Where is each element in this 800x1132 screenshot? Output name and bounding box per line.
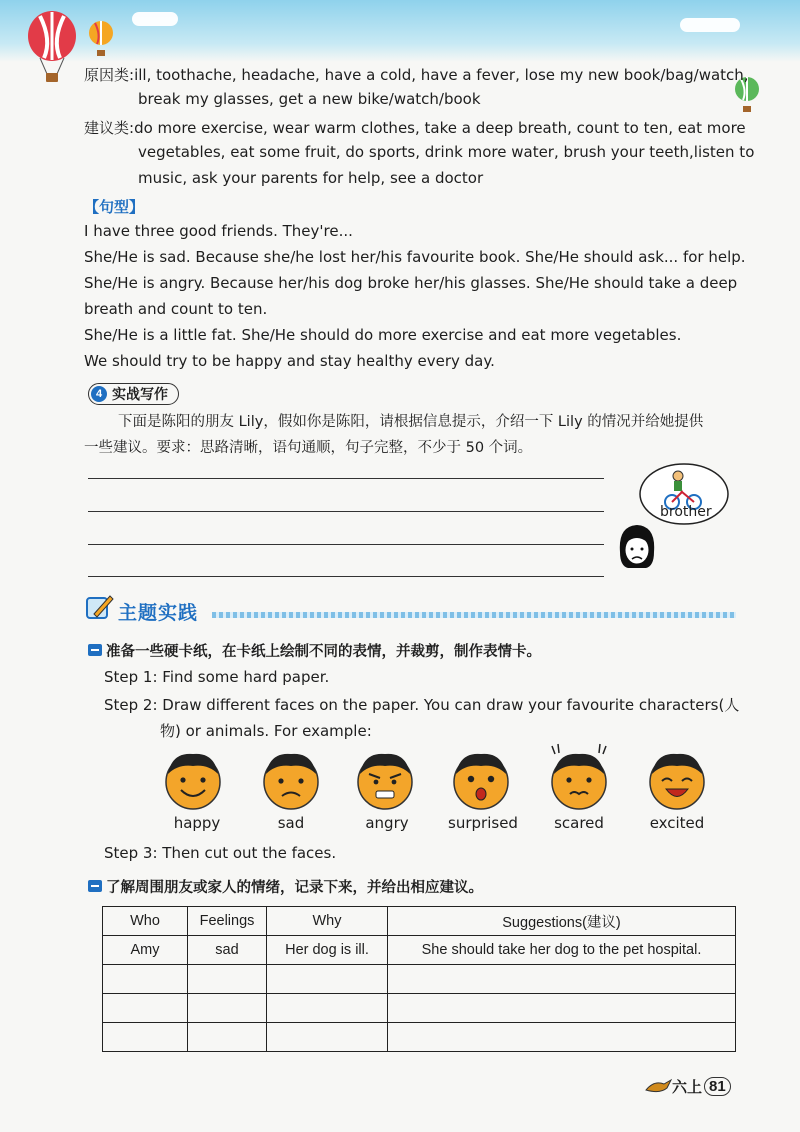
writing-prompt-line-1: 下面是陈阳的朋友 Lily，假如你是陈阳，请根据信息提示，介绍一下 Lily 的情况并给她提供	[118, 414, 704, 430]
face-caption-happy: happy	[173, 814, 221, 832]
table-cell-empty[interactable]	[103, 994, 188, 1023]
bird-icon	[644, 1076, 672, 1096]
column-header-who: Who	[103, 907, 188, 936]
column-header-why: Why	[267, 907, 388, 936]
face-caption-scared: scared	[554, 814, 604, 832]
writing-section-badge	[88, 383, 179, 405]
face-caption-angry: angry	[365, 814, 409, 832]
suggestions-line-3: music, ask your parents for help, see a doctor	[138, 169, 484, 187]
table-cell: Amy	[103, 936, 188, 965]
face-caption-surprised: surprised	[448, 814, 518, 832]
column-header-suggestions: Suggestions(建议)	[388, 907, 736, 936]
table-cell-empty[interactable]	[388, 994, 736, 1023]
table-cell: Her dog is ill.	[267, 936, 388, 965]
step-two-text-line-2: 物) or animals. For example:	[160, 722, 372, 740]
header-sky-banner	[0, 0, 800, 62]
scared-face-icon	[546, 742, 612, 812]
reasons-label: 原因类:	[84, 66, 135, 84]
table-cell: She should take her dog to the pet hospital.	[388, 936, 736, 965]
hot-air-balloon-icon	[26, 10, 78, 86]
writing-answer-line[interactable]	[88, 544, 604, 545]
pattern-line-5: She/He is a little fat. She/He should do more exercise and eat more vegetables.	[84, 326, 682, 344]
table-header-row	[103, 907, 736, 936]
suggestions-label: 建议类:	[84, 119, 135, 137]
table-cell-empty[interactable]	[188, 965, 267, 994]
table-cell-empty[interactable]	[188, 1023, 267, 1052]
pattern-line-2: She/He is sad. Because she/he lost her/his favourite book. She/He should ask... for help.	[84, 248, 746, 266]
step-three-text: Step 3: Then cut out the faces.	[104, 844, 337, 862]
excited-face-icon	[644, 748, 710, 812]
suggestions-text: do more exercise, wear warm clothes, take a deep breath, count to ten, eat more	[134, 119, 746, 137]
writing-prompt-line-2: 一些建议。要求：思路清晰，语句通顺，句子完整，不少于 50 个词。	[84, 440, 533, 456]
cloud-decoration	[680, 18, 740, 32]
table-cell-empty[interactable]	[103, 1023, 188, 1052]
pencil-notebook-icon	[84, 592, 114, 622]
writing-section-title: 实战写作	[112, 387, 168, 403]
table-row	[103, 936, 736, 965]
suggestions-line-1	[84, 117, 746, 138]
reasons-text: ill, toothache, headache, have a cold, have a fever, lose my new book/bag/watch,	[134, 66, 749, 84]
pattern-line-4: breath and count to ten.	[84, 300, 268, 318]
hot-air-balloon-icon	[88, 20, 114, 58]
table-row	[103, 994, 736, 1023]
theme-title-underline	[212, 612, 736, 618]
table-cell-empty[interactable]	[267, 965, 388, 994]
writing-answer-line[interactable]	[88, 478, 604, 479]
task-one-instruction: 准备一些硬卡纸，在卡纸上绘制不同的表情，并裁剪，制作表情卡。	[106, 644, 541, 660]
sentence-patterns-heading: 【句型】	[84, 198, 145, 216]
suggestions-line-2: vegetables, eat some fruit, do sports, drink more water, brush your teeth,listen to	[138, 143, 755, 161]
writing-answer-line[interactable]	[88, 511, 604, 512]
bubble-caption: brother	[660, 504, 712, 520]
angry-face-icon	[352, 748, 418, 812]
reasons-line-1	[84, 64, 749, 85]
task-two-icon	[88, 880, 102, 892]
cloud-decoration	[132, 12, 178, 26]
face-caption-sad: sad	[277, 814, 305, 832]
table-cell-empty[interactable]	[267, 994, 388, 1023]
page-number-value: 81	[704, 1077, 731, 1096]
column-header-feelings: Feelings	[188, 907, 267, 936]
table-cell: sad	[188, 936, 267, 965]
pattern-line-1: I have three good friends. They're...	[84, 222, 353, 240]
step-two-text-line-1: Step 2: Draw different faces on the paper. You can draw your favourite characters(人	[104, 696, 740, 714]
surprised-face-icon	[448, 748, 514, 812]
task-one-icon	[88, 644, 102, 656]
theme-practice-title: 主题实践	[118, 602, 199, 624]
table-cell-empty[interactable]	[388, 1023, 736, 1052]
table-cell-empty[interactable]	[103, 965, 188, 994]
happy-face-icon	[160, 748, 226, 812]
writing-section-number: 4	[91, 386, 107, 402]
table-cell-empty[interactable]	[388, 965, 736, 994]
reasons-line-2: break my glasses, get a new bike/watch/book	[138, 90, 481, 108]
step-one-text: Step 1: Find some hard paper.	[104, 668, 330, 686]
table-row	[103, 965, 736, 994]
grade-label: 六上	[672, 1078, 703, 1096]
page-number	[672, 1076, 731, 1097]
task-two-instruction: 了解周围朋友或家人的情绪，记录下来，并给出相应建议。	[106, 880, 483, 896]
pattern-line-3: She/He is angry. Because her/his dog broke her/his glasses. She/He should take a deep	[84, 274, 738, 292]
sad-face-icon	[258, 748, 324, 812]
feelings-suggestions-table	[102, 906, 736, 1052]
writing-answer-line[interactable]	[88, 576, 604, 577]
pattern-line-6: We should try to be happy and stay healthy every day.	[84, 352, 495, 370]
lily-face-icon	[616, 522, 658, 572]
face-caption-excited: excited	[649, 814, 705, 832]
table-cell-empty[interactable]	[188, 994, 267, 1023]
table-row	[103, 1023, 736, 1052]
table-cell-empty[interactable]	[267, 1023, 388, 1052]
